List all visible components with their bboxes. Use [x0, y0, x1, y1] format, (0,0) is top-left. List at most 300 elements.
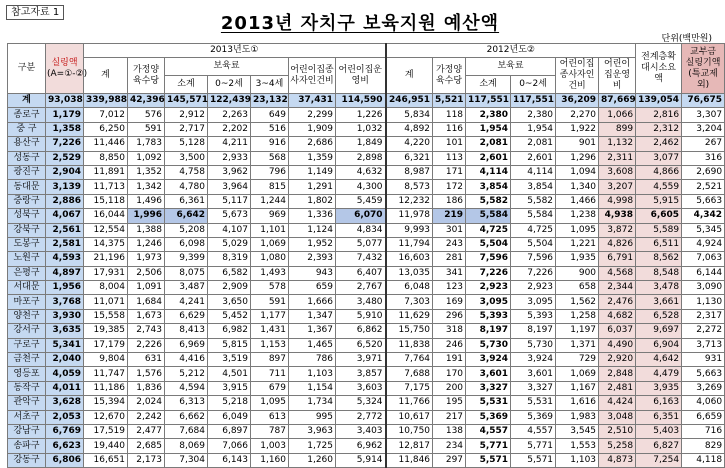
table-row [8, 122, 725, 136]
table-cell: 116 [433, 122, 466, 136]
table-cell: 76,675 [682, 94, 725, 108]
table-cell: 995 [289, 410, 336, 424]
table-cell: 3,608 [599, 165, 636, 179]
table-cell: 2,717 [165, 122, 208, 136]
table-cell: 1,725 [289, 439, 336, 453]
table-cell: 4,501 [208, 367, 251, 381]
table-row [8, 209, 725, 223]
table-cell: 15,118 [84, 194, 128, 208]
table-cell: 1,197 [556, 324, 599, 338]
table-cell: 1,367 [289, 324, 336, 338]
table-cell: 1,092 [128, 151, 165, 165]
table-cell: 6,250 [84, 122, 128, 136]
table-cell: 2,561 [46, 223, 84, 237]
header-own-budget [46, 44, 88, 94]
table-cell: 1,124 [289, 223, 336, 237]
table-cell: 12,554 [84, 223, 128, 237]
table-cell: 1,069 [251, 237, 289, 251]
budget-table [7, 43, 725, 468]
table-cell: 4,557 [466, 424, 511, 438]
table-cell: 7,254 [636, 453, 682, 467]
table-cell: 900 [556, 266, 599, 280]
table-row [8, 410, 725, 424]
table-cell: 2,506 [128, 266, 165, 280]
table-cell: 3,924 [466, 353, 511, 367]
table-cell: 796 [251, 165, 289, 179]
table-cell: 191 [433, 353, 466, 367]
table-cell: 8,548 [636, 266, 682, 280]
table-cell: 815 [251, 180, 289, 194]
table-cell: 1,258 [556, 309, 599, 323]
district-cell: 금천구 [8, 353, 46, 367]
table-cell: 1,153 [251, 338, 289, 352]
table-cell: 1,954 [466, 122, 511, 136]
district-cell: 노원구 [8, 252, 46, 266]
table-cell: 2,477 [128, 424, 165, 438]
table-cell: 2,481 [599, 381, 636, 395]
table-cell: 3,971 [336, 353, 386, 367]
table-cell: 8,573 [386, 180, 433, 194]
table-cell: 1,466 [556, 194, 599, 208]
table-cell: 5,673 [208, 209, 251, 223]
table-cell: 2,816 [636, 108, 682, 122]
table-cell: 7,012 [84, 108, 128, 122]
table-cell: 2,690 [682, 165, 725, 179]
table-cell: 200 [433, 381, 466, 395]
table-cell: 7,764 [386, 353, 433, 367]
table-cell: 316 [682, 151, 725, 165]
table-cell: 6,642 [165, 209, 208, 223]
table-cell: 5,077 [336, 237, 386, 251]
table-cell: 1,003 [251, 439, 289, 453]
header-2013-age02: 0~2세 [208, 76, 251, 94]
table-cell: 1,347 [289, 309, 336, 323]
table-cell: 3,327 [466, 381, 511, 395]
table-cell: 195 [433, 396, 466, 410]
table-cell: 1,066 [599, 108, 636, 122]
table-cell: 1,091 [128, 281, 165, 295]
table-cell: 4,632 [336, 165, 386, 179]
table-cell: 9,697 [636, 324, 682, 338]
table-cell: 1,103 [289, 367, 336, 381]
table-cell: 5,915 [636, 194, 682, 208]
table-cell: 3,545 [556, 424, 599, 438]
table-cell: 2,909 [208, 281, 251, 295]
table-cell: 7,432 [336, 252, 386, 266]
table-cell: 6,520 [336, 338, 386, 352]
table-cell: 7,684 [165, 424, 208, 438]
table-cell: 1,177 [251, 309, 289, 323]
table-cell: 10,750 [386, 424, 433, 438]
table-cell: 1,103 [556, 453, 599, 467]
district-cell: 동대문 [8, 180, 46, 194]
table-cell: 6,144 [682, 266, 725, 280]
table-cell: 3,095 [466, 295, 511, 309]
header-2013-total: 계 [84, 58, 128, 94]
table-cell: 2,242 [128, 410, 165, 424]
table-cell: 6,969 [165, 338, 208, 352]
table-cell: 3,661 [636, 295, 682, 309]
table-cell: 3,854 [511, 180, 556, 194]
table-cell: 13,035 [386, 266, 433, 280]
table-row [8, 180, 725, 194]
table-cell: 3,307 [682, 108, 725, 122]
table-cell: 2,923 [466, 281, 511, 295]
table-row [8, 396, 725, 410]
table-cell: 3,048 [599, 410, 636, 424]
district-cell: 성북구 [8, 209, 46, 223]
table-cell: 15,394 [84, 396, 128, 410]
table-cell: 901 [556, 137, 599, 151]
district-cell: 계 [8, 94, 46, 108]
table-cell: 6,361 [165, 194, 208, 208]
table-cell: 1,095 [251, 396, 289, 410]
table-cell: 117,551 [466, 94, 511, 108]
district-cell: 마포구 [8, 295, 46, 309]
table-cell: 969 [251, 209, 289, 223]
table-row [8, 295, 725, 309]
table-cell: 2,743 [128, 324, 165, 338]
table-cell: 8,004 [84, 281, 128, 295]
header-2012: 2012년도② [386, 44, 636, 58]
table-cell: 7,303 [386, 295, 433, 309]
table-cell: 2,772 [336, 410, 386, 424]
table-cell: 578 [251, 281, 289, 295]
table-cell: 1,154 [289, 381, 336, 395]
table-cell: 5,504 [511, 237, 556, 251]
table-cell: 5,029 [208, 237, 251, 251]
table-cell: 11,186 [84, 381, 128, 395]
table-cell: 6,791 [599, 252, 636, 266]
table-cell: 1,130 [682, 295, 725, 309]
table-cell: 716 [682, 424, 725, 438]
district-cell: 송파구 [8, 439, 46, 453]
table-cell: 1,342 [128, 180, 165, 194]
table-cell: 246,951 [386, 94, 433, 108]
header-2013-age34: 3~4세 [251, 76, 289, 94]
table-cell: 170 [433, 367, 466, 381]
table-cell: 568 [251, 151, 289, 165]
table-cell: 17,519 [84, 424, 128, 438]
table-cell: 6,143 [208, 453, 251, 467]
table-cell: 6,827 [636, 439, 682, 453]
table-cell: 1,238 [556, 209, 599, 223]
table-cell: 8,850 [84, 151, 128, 165]
district-cell: 용산구 [8, 137, 46, 151]
table-cell: 5,584 [466, 209, 511, 223]
table-cell: 1,340 [556, 180, 599, 194]
table-cell: 2,933 [208, 151, 251, 165]
table-row [8, 223, 725, 237]
table-cell: 1,371 [556, 338, 599, 352]
table-cell: 11,446 [84, 137, 128, 151]
table-cell: 4,568 [599, 266, 636, 280]
table-body [8, 94, 725, 468]
table-cell: 649 [251, 108, 289, 122]
table-cell: 5,663 [682, 194, 725, 208]
table-cell: 1,149 [289, 165, 336, 179]
table-cell: 3,480 [336, 295, 386, 309]
header-2012-age02: 0~2세 [511, 76, 556, 94]
table-cell: 3,204 [682, 122, 725, 136]
table-cell: 2,081 [466, 137, 511, 151]
table-cell: 281 [433, 252, 466, 266]
table-cell: 1,244 [251, 194, 289, 208]
table-cell: 6,769 [46, 424, 84, 438]
district-cell: 강북구 [8, 223, 46, 237]
table-cell: 145,571 [165, 94, 208, 108]
table-cell: 3,519 [208, 353, 251, 367]
table-cell: 6,528 [636, 309, 682, 323]
table-cell: 11,747 [84, 367, 128, 381]
district-cell: 서대문 [8, 281, 46, 295]
table-row [8, 309, 725, 323]
table-cell: 2,920 [599, 353, 636, 367]
table-cell: 4,059 [46, 367, 84, 381]
table-cell: 1,246 [128, 237, 165, 251]
table-cell: 2,299 [289, 108, 336, 122]
table-cell: 5,582 [466, 194, 511, 208]
table-cell: 246 [433, 338, 466, 352]
table-cell: 2,686 [289, 137, 336, 151]
table-cell: 11,766 [386, 396, 433, 410]
table-cell: 11,794 [386, 237, 433, 251]
table-cell: 6,904 [636, 338, 682, 352]
table-cell: 6,982 [208, 324, 251, 338]
table-cell: 1,160 [251, 453, 289, 467]
table-cell: 5,571 [511, 453, 556, 467]
table-cell: 3,139 [46, 180, 84, 194]
table-cell: 8,075 [165, 266, 208, 280]
table-cell: 11,071 [84, 295, 128, 309]
district-cell: 은평구 [8, 266, 46, 280]
table-cell: 1,260 [289, 453, 336, 467]
table-cell: 2,601 [466, 151, 511, 165]
table-cell: 1,909 [289, 122, 336, 136]
table-cell: 3,857 [336, 367, 386, 381]
table-cell: 3,601 [466, 367, 511, 381]
district-cell: 동작구 [8, 381, 46, 395]
table-cell: 9,804 [84, 353, 128, 367]
header-2013-op-cost: 어린이집운영비 [336, 58, 386, 94]
table-cell: 6,662 [165, 410, 208, 424]
table-cell: 1,358 [46, 122, 84, 136]
table-cell: 5,815 [208, 338, 251, 352]
table-cell: 186 [433, 194, 466, 208]
table-cell: 2,767 [336, 281, 386, 295]
table-cell: 1,952 [289, 237, 336, 251]
table-cell: 6,098 [165, 237, 208, 251]
table-cell: 2,380 [466, 108, 511, 122]
table-cell: 6,629 [165, 309, 208, 323]
table-cell: 2,317 [682, 309, 725, 323]
table-cell: 3,095 [511, 295, 556, 309]
table-cell: 296 [433, 309, 466, 323]
table-row [8, 108, 725, 122]
table-cell: 3,403 [336, 424, 386, 438]
table-cell: 19,385 [84, 324, 128, 338]
table-cell: 3,935 [636, 381, 682, 395]
table-cell: 829 [682, 439, 725, 453]
header-2013-childcare-fee: 보육료 [165, 58, 289, 76]
table-cell: 5,771 [511, 439, 556, 453]
table-cell: 1,069 [556, 367, 599, 381]
table-cell: 4,060 [682, 396, 725, 410]
table-cell: 1,101 [251, 223, 289, 237]
table-cell: 3,090 [682, 281, 725, 295]
table-cell: 5,521 [433, 94, 466, 108]
table-cell: 1,080 [251, 252, 289, 266]
table-cell: 2,923 [511, 281, 556, 295]
table-row [8, 165, 725, 179]
table-cell: 138 [433, 424, 466, 438]
district-cell: 관악구 [8, 396, 46, 410]
header-2013-home-care: 가정양육수당 [128, 58, 165, 94]
table-cell: 2,053 [46, 410, 84, 424]
table-cell: 916 [251, 137, 289, 151]
district-cell: 구로구 [8, 338, 46, 352]
header-2012-childcare-fee: 보육료 [466, 58, 556, 76]
district-cell: 영등포 [8, 367, 46, 381]
table-cell: 3,872 [599, 223, 636, 237]
header-2012-total: 계 [386, 58, 433, 94]
table-cell: 5,663 [682, 367, 725, 381]
table-cell: 5,393 [466, 309, 511, 323]
table-cell: 11,978 [386, 209, 433, 223]
table-cell: 2,173 [128, 453, 165, 467]
table-cell: 6,623 [46, 439, 84, 453]
table-cell: 591 [251, 295, 289, 309]
table-cell: 659 [289, 281, 336, 295]
table-cell: 5,393 [511, 309, 556, 323]
table-cell: 2,529 [46, 151, 84, 165]
table-cell: 4,593 [46, 252, 84, 266]
table-cell: 4,924 [682, 237, 725, 251]
table-cell: 729 [556, 353, 599, 367]
table-cell: 7,226 [511, 266, 556, 280]
table-cell: 2,510 [599, 424, 636, 438]
table-cell: 10,617 [386, 410, 433, 424]
table-cell: 1,132 [599, 137, 636, 151]
table-cell: 297 [433, 453, 466, 467]
table-cell: 679 [251, 381, 289, 395]
table-cell: 123 [433, 281, 466, 295]
table-cell: 1,849 [336, 137, 386, 151]
table-cell: 1,802 [289, 194, 336, 208]
table-cell: 37,431 [289, 94, 336, 108]
table-cell: 3,964 [208, 180, 251, 194]
table-cell: 6,862 [336, 324, 386, 338]
table-cell: 4,758 [165, 165, 208, 179]
table-cell: 8,197 [466, 324, 511, 338]
table-cell: 8,413 [165, 324, 208, 338]
table-cell: 1,431 [251, 324, 289, 338]
table-cell: 169 [433, 295, 466, 309]
header-gu: 구분 [8, 44, 46, 94]
table-row [8, 194, 725, 208]
table-cell: 5,369 [466, 410, 511, 424]
reference-tag: 참고자료 1 [6, 5, 64, 20]
table-cell: 631 [128, 353, 165, 367]
table-cell: 4,725 [511, 223, 556, 237]
table-cell: 8,987 [386, 165, 433, 179]
table-cell: 5,258 [599, 439, 636, 453]
table-row [8, 453, 725, 467]
table-cell: 1,666 [289, 295, 336, 309]
table-cell: 3,500 [165, 151, 208, 165]
table-cell: 1,553 [556, 439, 599, 453]
table-cell: 122,439 [208, 94, 251, 108]
table-cell: 11,846 [386, 453, 433, 467]
table-cell: 1,616 [556, 396, 599, 410]
table-cell: 1,836 [128, 381, 165, 395]
table-cell: 4,594 [165, 381, 208, 395]
table-cell: 4,211 [208, 137, 251, 151]
table-cell: 2,601 [511, 151, 556, 165]
table-cell: 5,117 [208, 194, 251, 208]
table-cell: 318 [433, 324, 466, 338]
table-cell: 5,834 [386, 108, 433, 122]
table-cell: 2,898 [336, 151, 386, 165]
table-cell: 711 [251, 367, 289, 381]
table-cell: 6,897 [208, 424, 251, 438]
table-cell: 2,393 [289, 252, 336, 266]
table-cell: 1,935 [556, 252, 599, 266]
table-cell: 1,359 [289, 151, 336, 165]
table-cell: 2,581 [46, 237, 84, 251]
table-cell: 301 [433, 223, 466, 237]
table-cell: 8,562 [636, 252, 682, 266]
table-cell: 9,399 [165, 252, 208, 266]
table-cell: 4,011 [46, 381, 84, 395]
table-cell: 3,635 [46, 324, 84, 338]
table-header [8, 44, 725, 94]
table-cell: 931 [682, 353, 725, 367]
table-cell: 2,263 [208, 108, 251, 122]
table-cell: 117,551 [511, 94, 556, 108]
table-cell: 2,312 [636, 122, 682, 136]
table-cell: 6,511 [636, 237, 682, 251]
table-cell: 1,922 [556, 122, 599, 136]
header-2012-op-cost: 어린이집운영비 [599, 58, 636, 94]
table-cell: 1,226 [336, 108, 386, 122]
table-cell: 1,465 [289, 338, 336, 352]
table-cell: 6,605 [636, 209, 682, 223]
table-cell: 4,892 [386, 122, 433, 136]
table-cell: 5,914 [336, 453, 386, 467]
table-cell: 2,476 [599, 295, 636, 309]
table-cell: 1,673 [128, 309, 165, 323]
district-cell: 성동구 [8, 151, 46, 165]
table-cell: 5,208 [165, 223, 208, 237]
table-row [8, 237, 725, 251]
table-cell: 114,590 [336, 94, 386, 108]
table-cell: 1,734 [289, 396, 336, 410]
table-cell: 5,459 [336, 194, 386, 208]
table-cell: 21,196 [84, 252, 128, 266]
table-cell: 3,854 [466, 180, 511, 194]
table-cell: 3,962 [208, 165, 251, 179]
district-cell: 중 구 [8, 122, 46, 136]
district-cell: 강남구 [8, 424, 46, 438]
table-row [8, 281, 725, 295]
table-cell: 219 [433, 209, 466, 223]
table-cell: 4,241 [165, 295, 208, 309]
header-own-budget-label: 실링액 [51, 57, 78, 68]
header-2012-home-care: 가정양육수당 [433, 58, 466, 94]
table-cell: 118 [433, 108, 466, 122]
table-cell: 5,910 [336, 309, 386, 323]
